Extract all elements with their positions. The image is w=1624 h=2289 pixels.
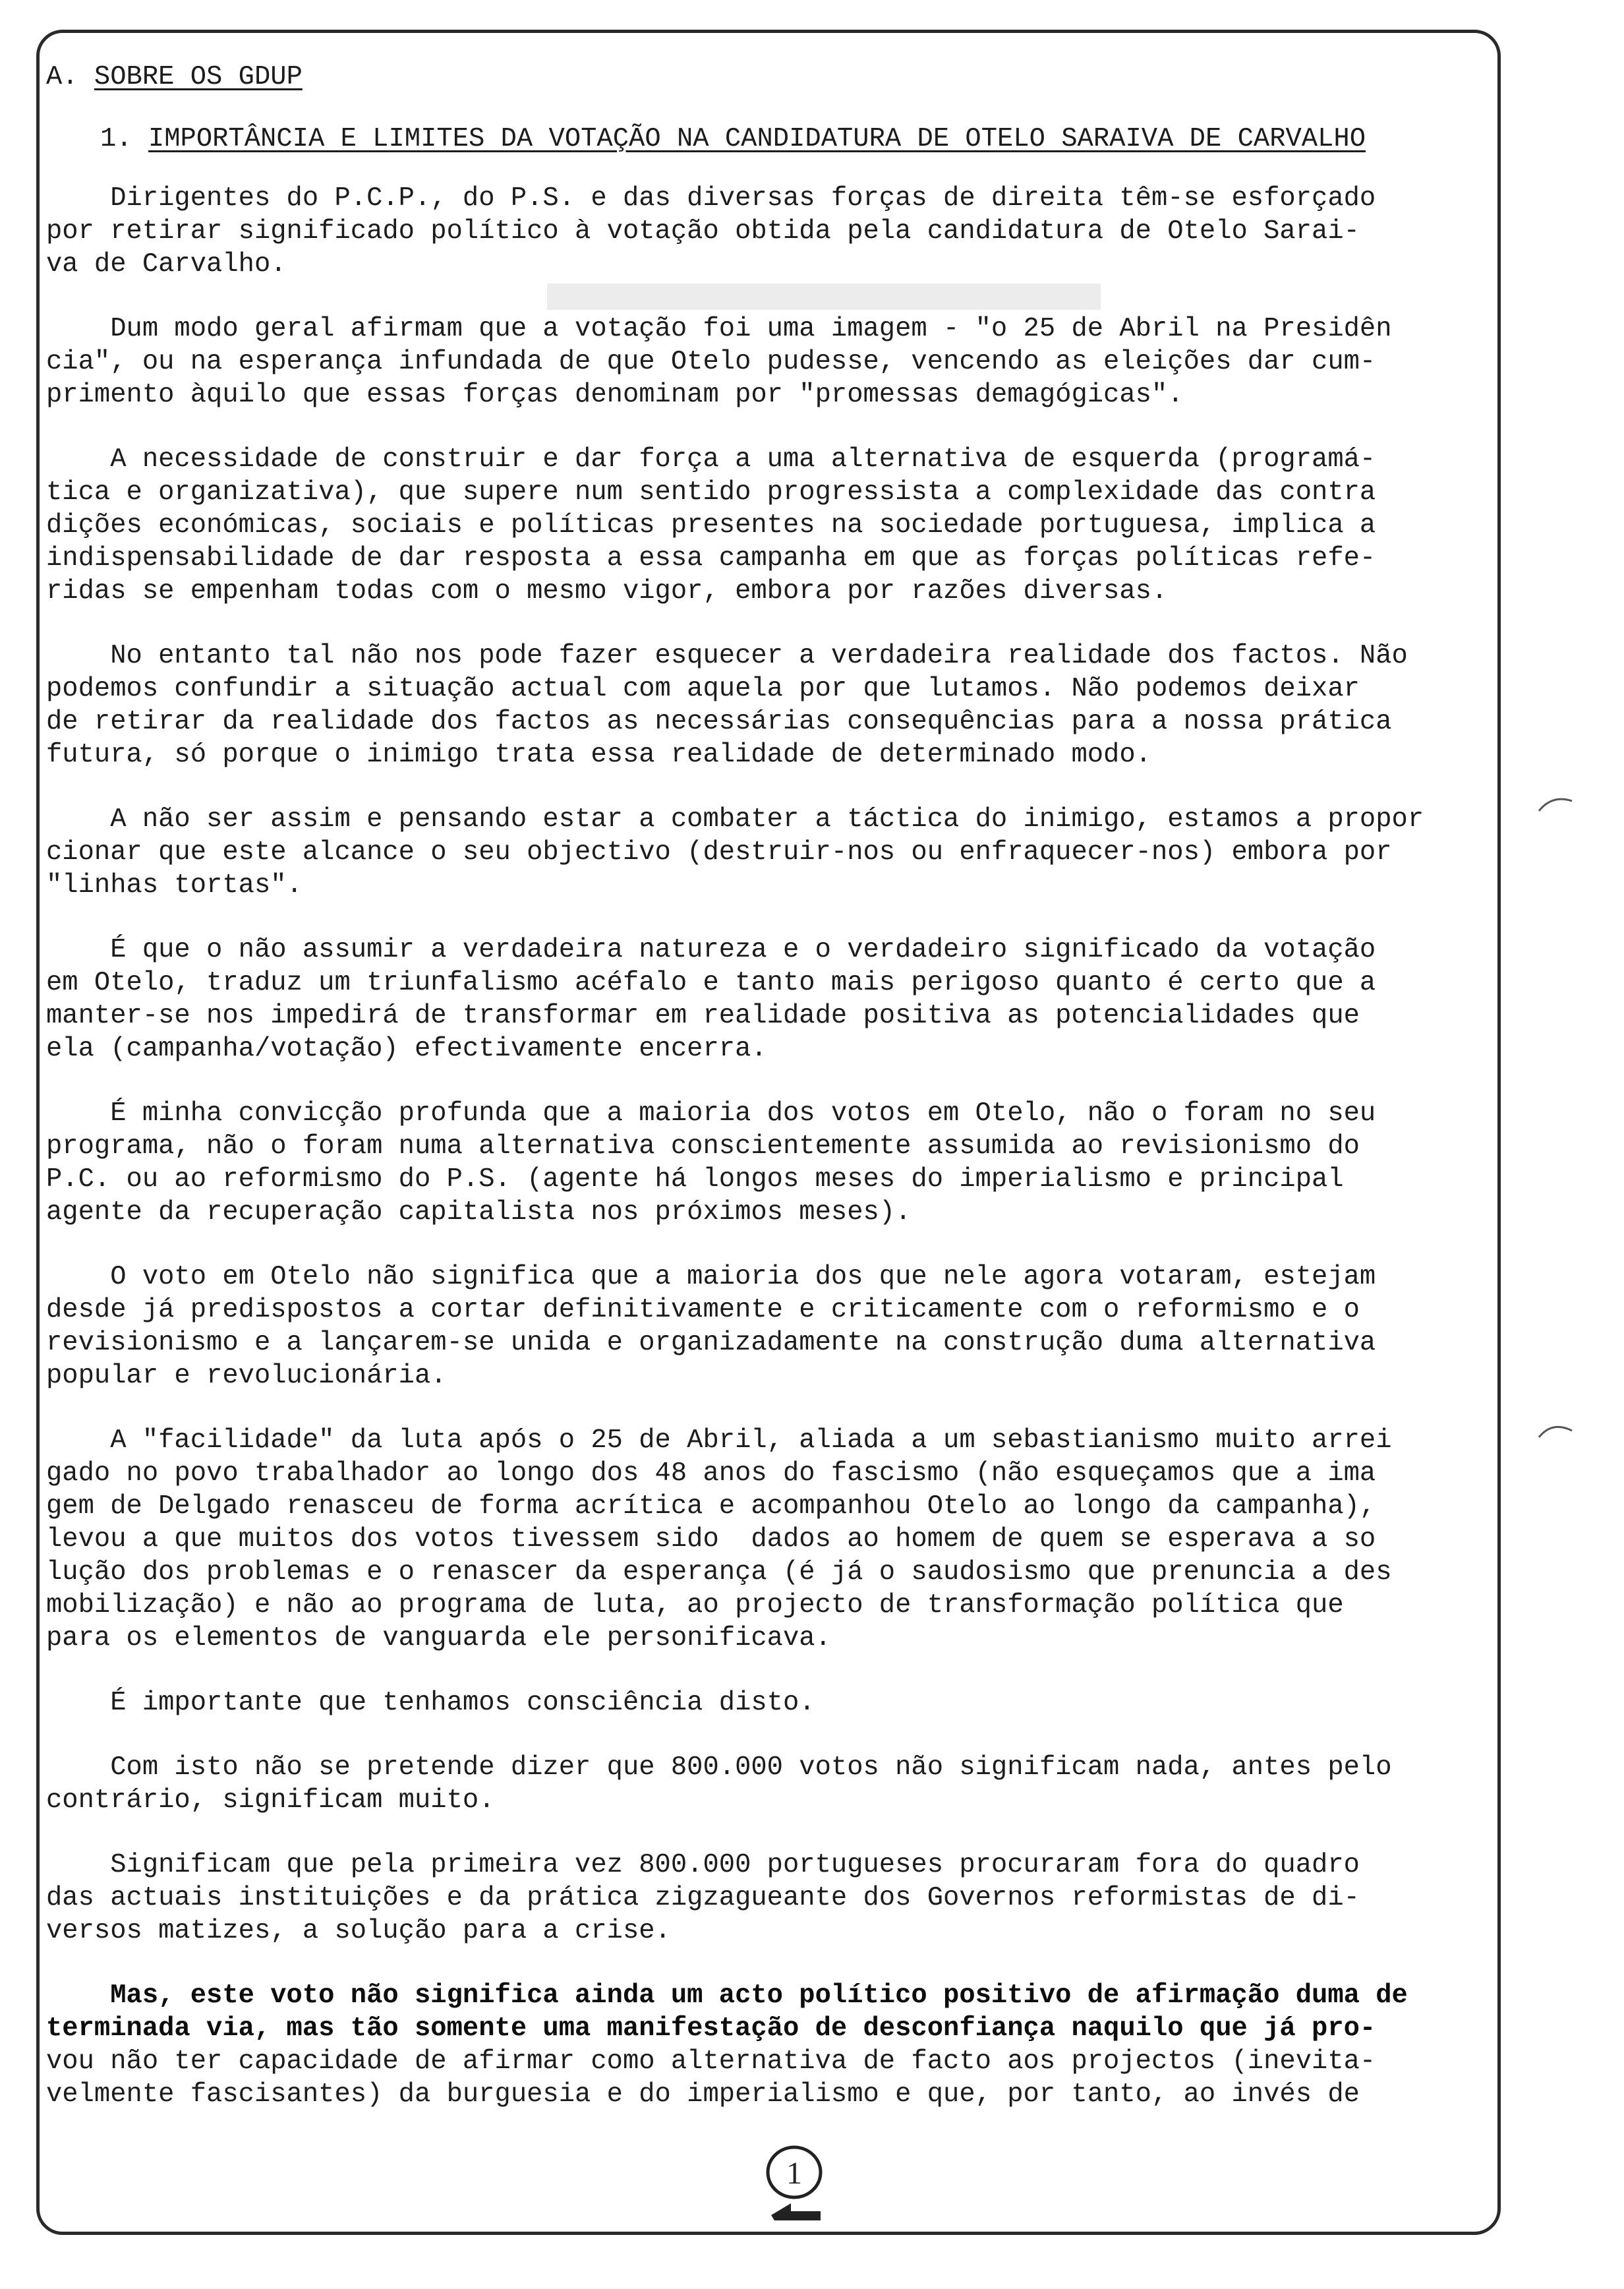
text-line: Dirigentes do P.C.P., do P.S. e das diversas forças de direita têm-se esforçado bbox=[46, 183, 1376, 214]
text-line: programa, não o foram numa alternativa conscientemente assumida ao revisionismo do bbox=[46, 1131, 1360, 1162]
text-line: "linhas tortas". bbox=[46, 870, 303, 901]
text-line: Significam que pela primeira vez 800.000 portugueses procuraram fora do quadro bbox=[46, 1850, 1360, 1880]
page-number-text: 1 bbox=[786, 2156, 802, 2191]
paragraph-1 bbox=[46, 182, 1483, 281]
paragraph-8 bbox=[46, 1261, 1483, 1392]
text-line: versos matizes, a solução para a crise. bbox=[46, 1916, 671, 1946]
text-line: revisionismo e a lançarem-se unida e organizadamente na construção duma alternativa bbox=[46, 1328, 1376, 1358]
text-line: A não ser assim e pensando estar a combater a táctica do inimigo, estamos a propor bbox=[46, 804, 1424, 835]
text-line: No entanto tal não nos pode fazer esquecer a verdadeira realidade dos factos. Não bbox=[46, 641, 1408, 671]
text-line: de retirar da realidade dos factos as necessárias consequências para a nossa prática bbox=[46, 707, 1392, 737]
text-line: agente da recuperação capitalista nos próximos meses). bbox=[46, 1197, 912, 1228]
text-line: contrário, significam muito. bbox=[46, 1785, 495, 1816]
text-line: das actuais instituições e da prática zigzagueante dos Governos reformistas de di- bbox=[46, 1883, 1360, 1913]
text-line: velmente fascisantes) da burguesia e do imperialismo e que, por tanto, ao invés de bbox=[46, 2079, 1360, 2110]
text-line: lução dos problemas e o renascer da esperança (é já o saudosismo que prenuncia a des bbox=[46, 1557, 1392, 1588]
paragraph-10 bbox=[46, 1686, 1483, 1719]
paragraph-7 bbox=[46, 1097, 1483, 1229]
text-line: popular e revolucionária. bbox=[46, 1361, 447, 1391]
paragraph-9 bbox=[46, 1424, 1483, 1655]
text-line: cia", ou na esperança infundada de que Otelo pudesse, vencendo as eleições dar cum- bbox=[46, 347, 1376, 377]
text-line: indispensabilidade de dar resposta a essa campanha em que as forças políticas refe- bbox=[46, 543, 1376, 574]
text-line: O voto em Otelo não significa que a maioria dos que nele agora votaram, estejam bbox=[46, 1262, 1376, 1292]
text-line: A necessidade de construir e dar força a uma alternativa de esquerda (programá- bbox=[46, 444, 1376, 475]
heading-title-text: IMPORTÂNCIA E LIMITES DA VOTAÇÃO NA CANDIDATURA DE OTELO SARAIVA DE CARVALHO bbox=[148, 124, 1366, 154]
text-line: por retirar significado político à votação obtida pela candidatura de Otelo Sarai- bbox=[46, 216, 1360, 247]
text-line: gado no povo trabalhador ao longo dos 48 anos do fascismo (não esqueçamos que a ima bbox=[46, 1458, 1376, 1489]
text-line: cionar que este alcance o seu objectivo (destruir-nos ou enfraquecer-nos) embora por bbox=[46, 837, 1392, 868]
section-label: A. bbox=[46, 62, 78, 92]
text-line: Mas, este voto não significa ainda um acto político positivo de afirmação duma de bbox=[46, 1980, 1408, 2011]
paragraph-13 bbox=[46, 1979, 1483, 2111]
text-line: tica e organizativa), que supere num sentido progressista a complexidade das contra bbox=[46, 477, 1376, 508]
paragraph-3 bbox=[46, 443, 1483, 608]
section-title-text: SOBRE OS GDUP bbox=[94, 62, 303, 92]
page-number-mark bbox=[751, 2143, 837, 2228]
text-line: vou não ter capacidade de afirmar como alternativa de facto aos projectos (inevita- bbox=[46, 2046, 1376, 2077]
text-line: mobilização) e não ao programa de luta, ao projecto de transformação política que bbox=[46, 1590, 1344, 1620]
text-line: levou a que muitos dos votos tivessem sido dados ao homem de quem se esperava a so bbox=[46, 1524, 1376, 1555]
paragraph-5 bbox=[46, 803, 1483, 902]
heading bbox=[100, 123, 1483, 156]
text-line: Dum modo geral afirmam que a votação foi uma imagem - "o 25 de Abril na Presidên bbox=[46, 314, 1392, 344]
text-line: É minha convicção profunda que a maioria dos votos em Otelo, não o foram no seu bbox=[46, 1098, 1376, 1129]
paragraph-4 bbox=[46, 639, 1483, 771]
text-line: futura, só porque o inimigo trata essa realidade de determinado modo. bbox=[46, 740, 1151, 770]
paragraph-6 bbox=[46, 934, 1483, 1065]
text-line: primento àquilo que essas forças denominam por "promessas demagógicas". bbox=[46, 380, 1184, 410]
paragraph-12 bbox=[46, 1849, 1483, 1947]
text-line: terminada via, mas tão somente uma manifestação de desconfiança naquilo que já pro- bbox=[46, 2013, 1376, 2044]
margin-bracket-mark bbox=[1536, 791, 1575, 818]
text-line: para os elementos de vanguarda ele personificava. bbox=[46, 1623, 831, 1653]
text-line: P.C. ou ao reformismo do P.S. (agente há longos meses do imperialismo e principal bbox=[46, 1164, 1344, 1195]
text-line: gem de Delgado renasceu de forma acrítica e acompanhou Otelo ao longo da campanha), bbox=[46, 1491, 1376, 1522]
text-line: ridas se empenham todas com o mesmo vigor, embora por razões diversas. bbox=[46, 576, 1168, 607]
margin-bracket-mark bbox=[1536, 1417, 1575, 1444]
text-line: A "facilidade" da luta após o 25 de Abril, aliada a um sebastianismo muito arrei bbox=[46, 1425, 1392, 1456]
text-line: manter-se nos impedirá de transformar em realidade positiva as potencialidades que bbox=[46, 1001, 1360, 1031]
text-line: ela (campanha/votação) efectivamente encerra. bbox=[46, 1034, 767, 1064]
text-line: desde já predispostos a cortar definitivamente e criticamente com o reformismo e o bbox=[46, 1295, 1360, 1325]
heading-number: 1. bbox=[100, 124, 132, 154]
paragraph-11 bbox=[46, 1751, 1483, 1817]
section-title bbox=[46, 61, 1483, 94]
text-line: É importante que tenhamos consciência disto. bbox=[46, 1688, 815, 1718]
text-line: dições económicas, sociais e políticas presentes na sociedade portuguesa, implica a bbox=[46, 510, 1376, 541]
text-line: É que o não assumir a verdadeira natureza e o verdadeiro significado da votação bbox=[46, 935, 1376, 965]
text-line: Com isto não se pretende dizer que 800.000 votos não significam nada, antes pelo bbox=[46, 1752, 1392, 1783]
paragraph-2 bbox=[46, 312, 1483, 411]
text-line: va de Carvalho. bbox=[46, 249, 287, 280]
document-body bbox=[46, 61, 1483, 2143]
text-line: em Otelo, traduz um triunfalismo acéfalo e tanto mais perigoso quanto é certo que a bbox=[46, 968, 1376, 998]
text-line: podemos confundir a situação actual com aquela por que lutamos. Não podemos deixar bbox=[46, 674, 1360, 704]
